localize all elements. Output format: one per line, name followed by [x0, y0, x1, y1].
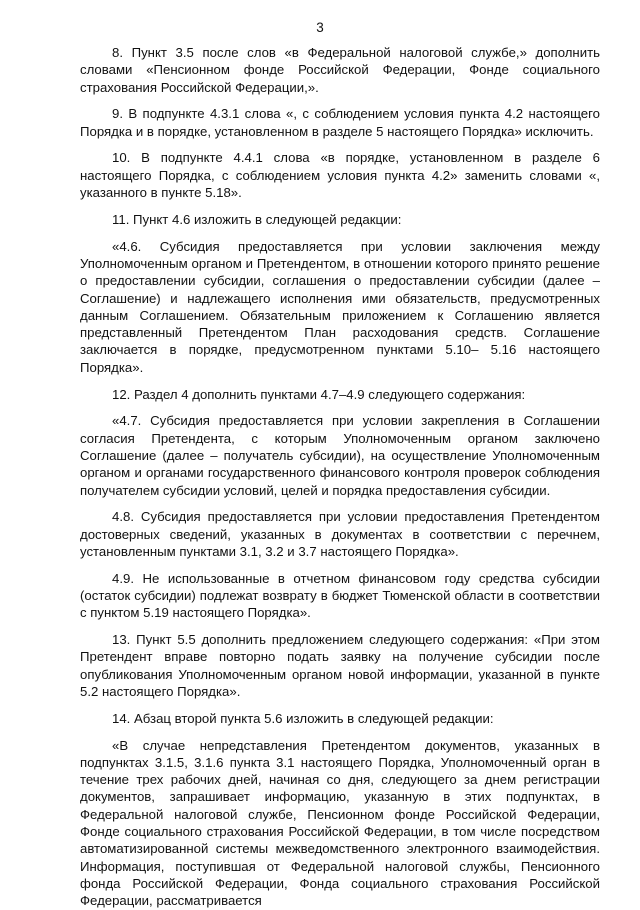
amendment-item-13: 13. Пункт 5.5 дополнить предложением следующего содержания: «При этом Претендент вправе повторно подать заявку на получение субсидии после опубликования Уполномоченным органом новой информации, указанной в пункте 5.2 настоящего Порядка».: [80, 632, 600, 699]
clause-5-6-text: «В случае непредставления Претендентом документов, указанных в подпунктах 3.1.5, 3.1.6 пункта 3.1 настоящего Порядка, Уполномоченный орган в течение трех рабочих дней, начиная со дня, следующего за днем регистрации документов, запрашивает информацию, указанную в этих подпунктах, в Федеральной налоговой службе, Пенсионном фонде Российской Федерации, Фонде социального страхования Российской Федерации, в том числе посредством автоматизированной системы межведомственного электронного взаимодействия. Информация, поступившая от Федеральной налоговой службы, Пенсионного фонда Российской Федерации, Фонда социального страхования Российской Федерации, рассматривается: [80, 737, 600, 909]
amendment-item-14: 14. Абзац второй пункта 5.6 изложить в следующей редакции:: [112, 710, 494, 726]
amendment-item-8: 8. Пункт 3.5 после слов «в Федеральной налоговой службе,» дополнить словами «Пенсионном фонде Российской Федерации, Фонде социального страхования Российской Федерации,».: [80, 45, 600, 95]
amendment-item-11: 11. Пункт 4.6 изложить в следующей редакции:: [112, 211, 402, 227]
page-number: 3: [316, 20, 324, 35]
amendment-item-9: 9. В подпункте 4.3.1 слова «, с соблюдением условия пункта 4.2 настоящего Порядка и в порядке, установленном в разделе 5 настоящего Порядка» исключить.: [80, 106, 600, 139]
clause-4-8-text: 4.8. Субсидия предоставляется при условии предоставления Претендентом достоверных сведений, указанных в документах в соответствии с перечнем, установленным пунктами 3.1, 3.2 и 3.7 настоящего Порядка».: [80, 509, 600, 559]
clause-4-9-text: 4.9. Не использованные в отчетном финансовом году средства субсидии (остаток субсидии) подлежат возврату в бюджет Тюменской области в соответствии с пунктом 5.19 настоящего Порядка».: [80, 570, 600, 621]
clause-4-6-text: «4.6. Субсидия предоставляется при условии заключения между Уполномоченным органом и Претендентом, в отношении которого принято решение о предоставлении субсидии, соглашения о предоставлении субсидии (далее – Соглашение) и надлежащего исполнения ими обязательств, предусмотренных данным Соглашением. Обязательным приложением к Соглашению является представленный Претендентом План расходования средств. Соглашение заключается в порядке, предусмотренном пунктами 5.10– 5.16 настоящего Порядка».: [80, 238, 600, 375]
document-body: [80, 44, 600, 910]
clause-4-7-text: «4.7. Субсидия предоставляется при условии закрепления в Соглашении согласия Претендента, с которым Уполномоченным органом заключено Соглашение (далее – получатель субсидии), на осуществление Уполномоченным органом и органами государственного финансового контроля проверок соблюдения получателем субсидии условий, целей и порядка предоставления субсидии.: [80, 413, 600, 498]
amendment-item-12: 12. Раздел 4 дополнить пунктами 4.7–4.9 следующего содержания:: [112, 386, 526, 402]
amendment-item-10: 10. В подпункте 4.4.1 слова «в порядке, установленном в разделе 6 настоящего Порядка, с соблюдением условия пункта 4.2» заменить словами «, указанного в пункте 5.18».: [80, 150, 600, 201]
